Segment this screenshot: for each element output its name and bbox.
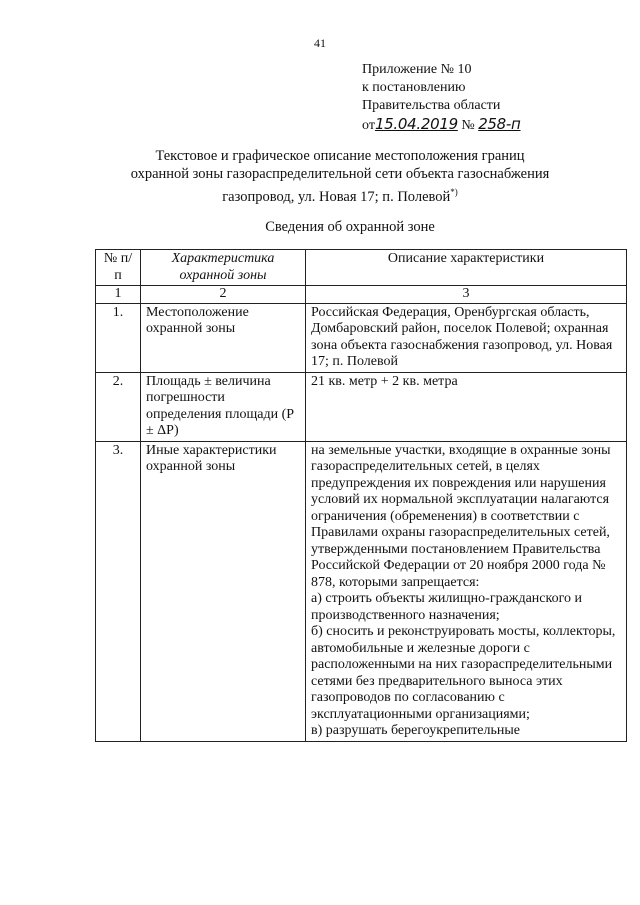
handwritten-number: 258-п: [478, 115, 521, 133]
column-number: 2: [141, 286, 306, 304]
restriction-item-c: в) разрушать берегоукрепительные: [311, 723, 521, 738]
handwritten-date: 15.04.2019: [374, 115, 458, 133]
row-description: 21 кв. метр + 2 кв. метра: [306, 372, 627, 441]
table-row: [96, 303, 627, 372]
table-header-row: [96, 250, 627, 286]
column-number: 1: [96, 286, 141, 304]
from-prefix: от: [362, 118, 375, 133]
restriction-item-a: а) строить объекты жилищно-гражданского и производственного назначения;: [311, 591, 582, 623]
appendix-line-2: к постановлению: [362, 80, 466, 95]
number-prefix: №: [461, 118, 475, 133]
appendix-line-3: Правительства области: [362, 98, 501, 113]
title-line-1: Текстовое и графическое описание местоположения границ: [155, 148, 525, 164]
header-characteristic: Характеристика охранной зоны: [141, 250, 306, 286]
title-line-2: охранной зоны газораспределительной сети объекта газоснабжения: [130, 166, 550, 182]
restriction-item-b: б) сносить и реконструировать мосты, коллекторы, автомобильные и железные дороги с расположенными на них газораспределительными сетями без предварительного выноса этих газопроводов по согласованию с эксплуатационными организациями;: [311, 624, 616, 722]
protection-zone-table: [95, 249, 627, 742]
document-title: [80, 147, 600, 206]
row-characteristic: Местоположение охранной зоны: [141, 303, 306, 372]
appendix-header: [362, 61, 521, 135]
appendix-date-line: [362, 115, 521, 135]
table-row: [96, 441, 627, 741]
column-numbering-row: [96, 286, 627, 304]
header-description: Описание характеристики: [306, 250, 627, 286]
row-number: 2.: [96, 372, 141, 441]
appendix-line-1: Приложение № 10: [362, 62, 472, 77]
header-number: № п/п: [96, 250, 141, 286]
table-row: [96, 372, 627, 441]
restriction-intro: на земельные участки, входящие в охранные зоны газораспределительных сетей, в целях предупреждения их повреждения или нарушения условий их нормальной эксплуатации налагаются ограничения (обременения) в соответствии с Правилами охраны газораспределительных сетей, утвержденными постановлением Правительства Российской Федерации от 20 ноября 2000 года № 878, которыми запрещается:: [311, 442, 611, 590]
row-number: 3.: [96, 441, 141, 741]
page-number: 41: [314, 36, 326, 50]
footnote-mark: *): [450, 187, 458, 197]
row-number: 1.: [96, 303, 141, 372]
section-subtitle: Сведения об охранной зоне: [265, 219, 435, 235]
row-description: Российская Федерация, Оренбургская область, Домбаровский район, поселок Полевой; охранная зона объекта газоснабжения газопровод, ул. Новая 17; п. Полевой: [306, 303, 627, 372]
title-line-3-text: газопровод, ул. Новая 17; п. Полевой: [222, 188, 451, 205]
column-number: 3: [306, 286, 627, 304]
row-characteristic: Площадь ± величина погрешности определения площади (Р ± ΔР): [141, 372, 306, 441]
title-line-3: [80, 183, 600, 206]
row-characteristic: Иные характеристики охранной зоны: [141, 441, 306, 741]
row-description: [306, 441, 627, 741]
